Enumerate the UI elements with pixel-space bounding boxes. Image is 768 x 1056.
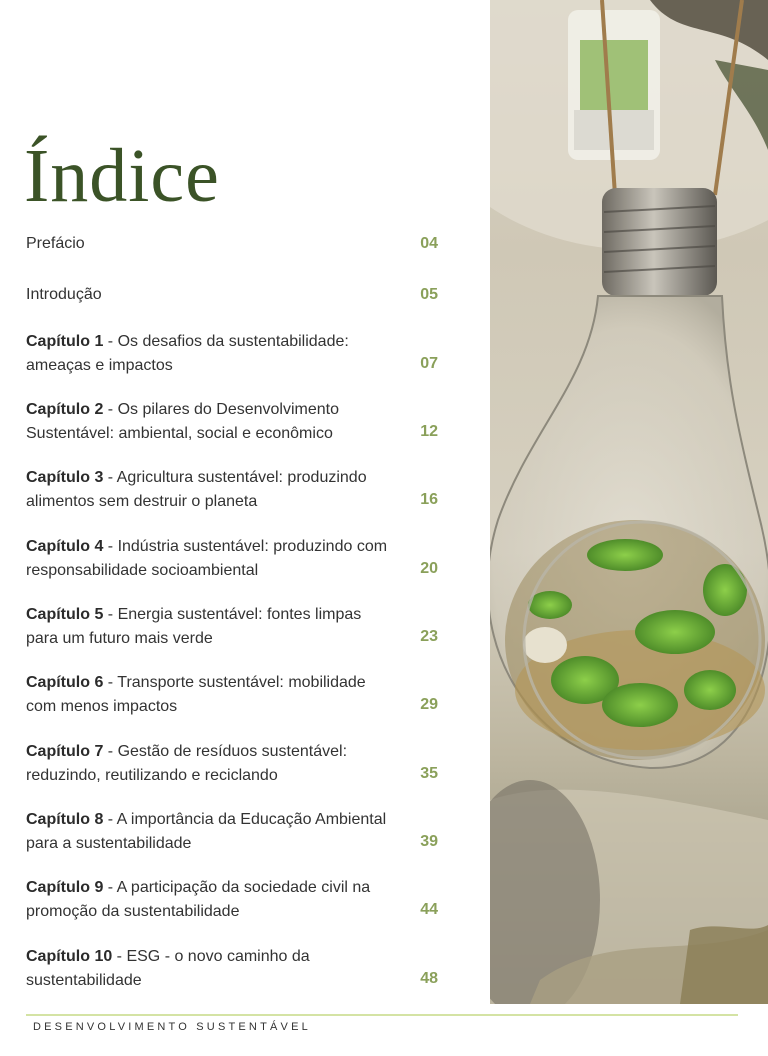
- toc-chapter-label: Capítulo 2: [26, 401, 104, 418]
- toc-chapter-label: Capítulo 9: [26, 879, 104, 896]
- toc-entry-capitulo-7[interactable]: [26, 740, 438, 788]
- toc-entry-capitulo-6[interactable]: [26, 671, 438, 719]
- toc-chapter-label: Capítulo 4: [26, 538, 104, 555]
- toc-chapter-label: Capítulo 5: [26, 606, 104, 623]
- toc-page-number: 12: [420, 423, 438, 440]
- toc-entry-title: - Agricultura sustentável: produzindo alimentos sem destruir o planeta: [26, 469, 367, 510]
- toc-page-number: 29: [420, 696, 438, 713]
- toc-entry-capitulo-8[interactable]: [26, 808, 438, 856]
- toc-page-number: 05: [420, 286, 438, 303]
- toc-entry-capitulo-5[interactable]: [26, 603, 438, 651]
- toc-page-number: 48: [420, 970, 438, 987]
- toc-entry-title: Prefácio: [26, 235, 85, 252]
- toc-page-number: 04: [420, 235, 438, 252]
- toc-chapter-label: Capítulo 10: [26, 948, 113, 965]
- toc-chapter-label: Capítulo 8: [26, 811, 104, 828]
- footer-divider: [26, 1014, 738, 1016]
- toc-chapter-label: Capítulo 6: [26, 674, 104, 691]
- toc-entry-capitulo-2[interactable]: [26, 398, 438, 446]
- toc-page-number: 20: [420, 560, 438, 577]
- footer-title: DESENVOLVIMENTO SUSTENTÁVEL: [33, 1021, 311, 1033]
- page-title: Índice: [24, 134, 220, 218]
- toc-entry-capitulo-4[interactable]: [26, 535, 438, 583]
- toc-page-number: 07: [420, 355, 438, 372]
- toc-chapter-label: Capítulo 3: [26, 469, 104, 486]
- toc-entry-capitulo-10[interactable]: [26, 945, 438, 993]
- toc-entry-title: - A importância da Educação Ambiental para a sustentabilidade: [26, 811, 387, 852]
- toc-chapter-label: Capítulo 7: [26, 743, 104, 760]
- toc-entry-capitulo-1[interactable]: [26, 330, 438, 378]
- lightbulb-terrarium-photo: [490, 0, 768, 1004]
- toc-page-number: 16: [420, 491, 438, 508]
- toc-entry-title: - Transporte sustentável: mobilidade com menos impactos: [26, 674, 366, 715]
- toc-chapter-label: Capítulo 1: [26, 333, 104, 350]
- toc-page-number: 39: [420, 833, 438, 850]
- toc-entry-title: - Os desafios da sustentabilidade: ameaças e impactos: [26, 333, 349, 374]
- toc-entry-capitulo-3[interactable]: [26, 466, 438, 514]
- toc-page-number: 44: [420, 901, 438, 918]
- toc-entry-title: Introdução: [26, 286, 102, 303]
- toc-entry-title: - Os pilares do Desenvolvimento Sustentável: ambiental, social e econômico: [26, 401, 339, 442]
- toc-entry-title: - ESG - o novo caminho da sustentabilidade: [26, 948, 310, 989]
- toc-entry-prefacio[interactable]: [26, 232, 438, 256]
- toc-entry-title: - A participação da sociedade civil na promoção da sustentabilidade: [26, 879, 371, 920]
- toc-entry-title: - Energia sustentável: fontes limpas para um futuro mais verde: [26, 606, 362, 647]
- toc-entry-title: - Indústria sustentável: produzindo com responsabilidade socioambiental: [26, 538, 388, 579]
- toc-entry-introducao[interactable]: [26, 283, 438, 307]
- toc-page-number: 23: [420, 628, 438, 645]
- toc-page-number: 35: [420, 765, 438, 782]
- toc-entry-title: - Gestão de resíduos sustentável: reduzindo, reutilizando e reciclando: [26, 743, 348, 784]
- toc-entry-capitulo-9[interactable]: [26, 876, 438, 924]
